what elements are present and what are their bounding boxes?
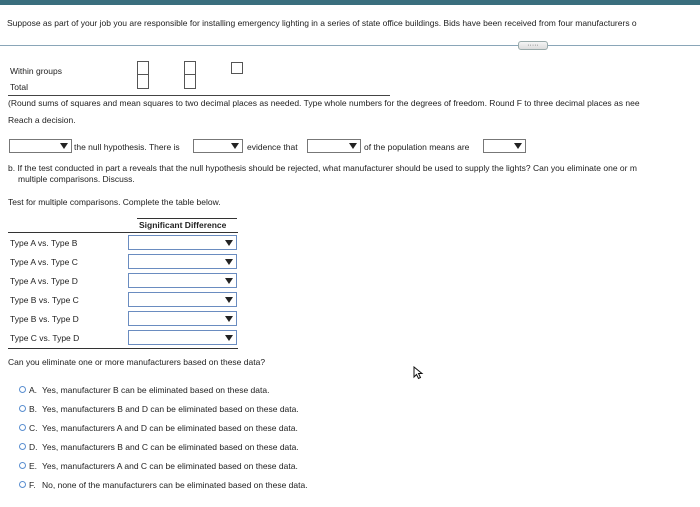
option-d-letter: D. <box>29 442 38 452</box>
significance-dropdown-a-b[interactable] <box>128 235 237 250</box>
option-f-letter: F. <box>29 480 36 490</box>
evidence-level-dropdown[interactable] <box>193 139 243 153</box>
means-equality-dropdown[interactable] <box>483 139 526 153</box>
part-b-question: b. If the test conducted in part a reveals that the null hypothesis should be rejected, what manufacturer should be used to supply the lights? Can you eliminate one or m <box>8 163 637 173</box>
table-row-label: Type B vs. Type C <box>10 295 79 305</box>
option-b-letter: B. <box>29 404 38 414</box>
significance-dropdown-a-d[interactable] <box>128 273 237 288</box>
option-f-radio[interactable] <box>19 481 26 488</box>
means-comparison-dropdown[interactable] <box>307 139 361 153</box>
option-a-radio[interactable] <box>19 386 26 393</box>
chevron-down-icon <box>225 335 233 341</box>
decision-dropdown[interactable] <box>9 139 72 153</box>
table-row-label: Type C vs. Type D <box>10 333 80 343</box>
option-e-text: Yes, manufacturers A and C can be eliminated based on these data. <box>42 461 298 471</box>
test-instruction: Test for multiple comparisons. Complete the table below. <box>8 197 221 207</box>
significance-dropdown-c-d[interactable] <box>128 330 237 345</box>
decision-text-3: of the population means are <box>364 142 470 152</box>
chevron-down-icon <box>60 143 68 149</box>
chevron-down-icon <box>349 143 357 149</box>
expand-button[interactable]: ····· <box>518 41 548 50</box>
significance-dropdown-b-d[interactable] <box>128 311 237 326</box>
decision-text-2: evidence that <box>247 142 298 152</box>
option-b-radio[interactable] <box>19 405 26 412</box>
table-row-label: Type A vs. Type C <box>10 257 78 267</box>
option-d-radio[interactable] <box>19 443 26 450</box>
table-header-bottom-rule <box>8 232 238 233</box>
section-divider <box>0 45 700 46</box>
option-a-letter: A. <box>29 385 38 395</box>
option-f-text: No, none of the manufacturers can be eliminated based on these data. <box>42 480 308 490</box>
option-c-radio[interactable] <box>19 424 26 431</box>
table-row-label: Type B vs. Type D <box>10 314 79 324</box>
option-b-text: Yes, manufacturers B and D can be eliminated based on these data. <box>42 404 299 414</box>
table-header-top-rule <box>137 218 237 219</box>
question-text: Suppose as part of your job you are responsible for installing emergency lighting in a series of state office buildings. Bids have been received from four manufacturers o <box>7 18 637 28</box>
reach-decision-label: Reach a decision. <box>8 115 76 125</box>
decision-text-1: the null hypothesis. There is <box>74 142 180 152</box>
chevron-down-icon <box>231 143 239 149</box>
top-accent-bar <box>0 0 700 5</box>
anova-ss-input-stack[interactable] <box>137 61 149 89</box>
eliminate-question: Can you eliminate one or more manufacturers based on these data? <box>8 357 266 367</box>
option-a-text: Yes, manufacturer B can be eliminated based on these data. <box>42 385 270 395</box>
chevron-down-icon <box>225 316 233 322</box>
table-row-label: Type A vs. Type D <box>10 276 78 286</box>
anova-row-within-label: Within groups <box>10 66 62 76</box>
anova-df-input-stack[interactable] <box>184 61 196 89</box>
option-e-radio[interactable] <box>19 462 26 469</box>
table-bottom-rule <box>8 348 238 349</box>
table-row-label: Type A vs. Type B <box>10 238 78 248</box>
rounding-note: (Round sums of squares and mean squares to two decimal places as needed. Type whole numbers for the degrees of freedom. Round F to three decimal places as nee <box>8 98 640 108</box>
option-e-letter: E. <box>29 461 38 471</box>
chevron-down-icon <box>225 259 233 265</box>
table-header-significant-difference: Significant Difference <box>139 220 227 230</box>
anova-row-total-label: Total <box>10 82 28 92</box>
anova-ms-input[interactable] <box>231 62 243 74</box>
chevron-down-icon <box>514 143 522 149</box>
option-d-text: Yes, manufacturers B and C can be eliminated based on these data. <box>42 442 299 452</box>
mouse-cursor-icon <box>412 366 426 380</box>
anova-table-bottom-rule <box>8 95 390 96</box>
option-c-text: Yes, manufacturers A and D can be eliminated based on these data. <box>42 423 298 433</box>
chevron-down-icon <box>225 297 233 303</box>
significance-dropdown-a-c[interactable] <box>128 254 237 269</box>
part-b-question-cont: multiple comparisons. Discuss. <box>18 174 135 184</box>
option-c-letter: C. <box>29 423 38 433</box>
chevron-down-icon <box>225 278 233 284</box>
chevron-down-icon <box>225 240 233 246</box>
significance-dropdown-b-c[interactable] <box>128 292 237 307</box>
